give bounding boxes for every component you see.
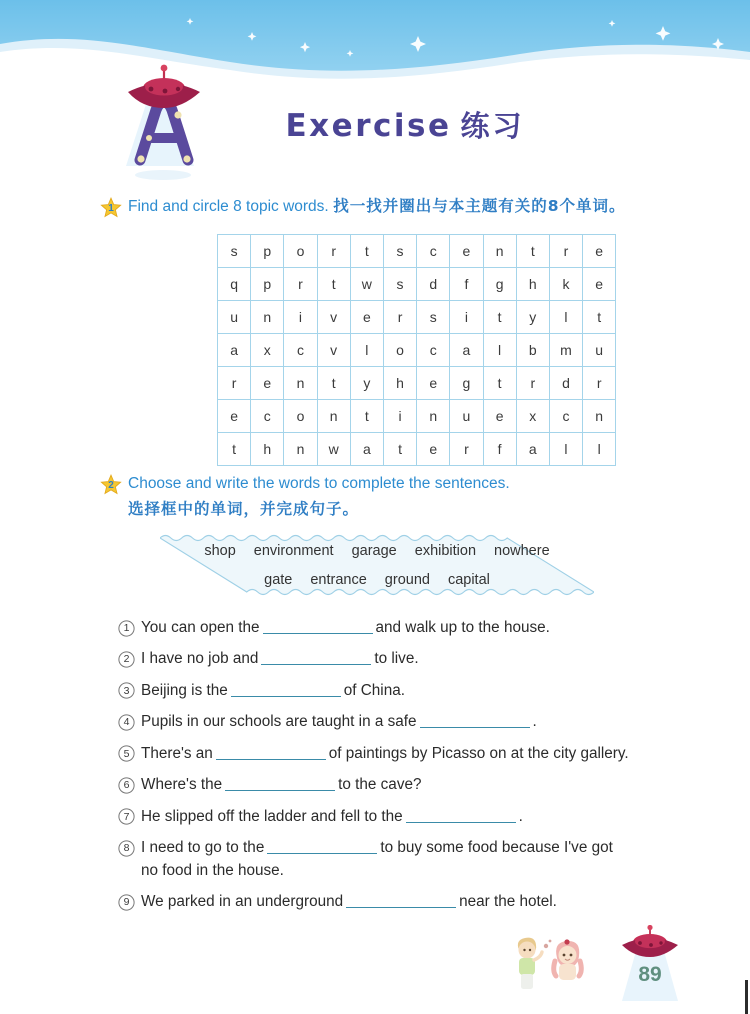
- answer-blank[interactable]: [225, 775, 335, 791]
- grid-cell[interactable]: n: [483, 235, 516, 268]
- circled-number-5: [118, 745, 138, 762]
- grid-cell[interactable]: d: [549, 367, 582, 400]
- grid-cell[interactable]: q: [218, 268, 251, 301]
- boy-character-icon: [518, 938, 552, 989]
- circled-number-8: [118, 840, 138, 857]
- page-number: 89: [638, 963, 662, 986]
- grid-cell[interactable]: a: [218, 334, 251, 367]
- grid-cell[interactable]: e: [583, 268, 616, 301]
- grid-cell[interactable]: l: [483, 334, 516, 367]
- grid-cell[interactable]: y: [350, 367, 383, 400]
- grid-cell[interactable]: n: [284, 367, 317, 400]
- sentence-text-before: There's an: [141, 744, 213, 762]
- table-row: [218, 268, 616, 301]
- answer-blank[interactable]: [261, 649, 371, 665]
- sentence-3: [118, 680, 678, 703]
- grid-cell[interactable]: n: [284, 433, 317, 466]
- word-bank-word[interactable]: capital: [447, 571, 490, 588]
- sentence-text-after: of China.: [343, 681, 405, 699]
- table-row: [218, 334, 616, 367]
- grid-cell[interactable]: i: [284, 301, 317, 334]
- grid-cell[interactable]: f: [483, 433, 516, 466]
- sentence-text-before: We parked in an underground: [141, 893, 344, 911]
- sentence-text-before: I need to go to the: [141, 839, 265, 857]
- table-row: [218, 367, 616, 400]
- grid-cell[interactable]: d: [417, 268, 450, 301]
- answer-blank[interactable]: [267, 838, 377, 854]
- sentence-text-before: I have no job and: [141, 650, 259, 668]
- grid-cell[interactable]: a: [516, 433, 549, 466]
- grid-cell[interactable]: r: [218, 367, 251, 400]
- grid-cell[interactable]: u: [218, 301, 251, 334]
- word-bank-word[interactable]: shop: [204, 543, 236, 560]
- sentence-1: [118, 617, 678, 640]
- grid-cell[interactable]: e: [251, 367, 284, 400]
- sentence-text-after: to buy some food because I've got: [380, 839, 613, 857]
- word-bank-word[interactable]: nowhere: [494, 543, 550, 560]
- word-bank-word[interactable]: ground: [384, 571, 430, 588]
- circled-number-3: [118, 682, 138, 699]
- grid-cell[interactable]: w: [317, 433, 350, 466]
- grid-cell[interactable]: o: [383, 334, 416, 367]
- table-row: [218, 400, 616, 433]
- word-bank-word[interactable]: entrance: [310, 571, 367, 588]
- sentence-4: [118, 711, 678, 734]
- word-bank-row-1: [195, 537, 558, 565]
- scan-edge-artifact: [745, 980, 748, 1014]
- grid-cell[interactable]: w: [350, 268, 383, 301]
- answer-blank[interactable]: [216, 744, 326, 760]
- grid-cell[interactable]: g: [483, 268, 516, 301]
- grid-cell[interactable]: h: [251, 433, 284, 466]
- grid-cell[interactable]: h: [383, 367, 416, 400]
- table-row: [218, 301, 616, 334]
- sentence-6: [118, 774, 678, 797]
- page-title: [0, 104, 750, 145]
- grid-cell[interactable]: c: [417, 235, 450, 268]
- grid-cell[interactable]: k: [549, 268, 582, 301]
- grid-cell[interactable]: c: [251, 400, 284, 433]
- grid-cell[interactable]: o: [284, 400, 317, 433]
- sentence-text-before: Pupils in our schools are taught in a safe: [141, 713, 417, 731]
- answer-blank[interactable]: [346, 892, 456, 908]
- answer-blank[interactable]: [420, 712, 530, 728]
- fill-in-blank-sentences: [118, 617, 678, 923]
- title-english: Exercise: [285, 108, 452, 144]
- grid-cell[interactable]: e: [483, 400, 516, 433]
- word-bank-word[interactable]: gate: [264, 571, 293, 588]
- grid-cell[interactable]: o: [284, 235, 317, 268]
- grid-cell[interactable]: r: [516, 367, 549, 400]
- sentence-text-after: near the hotel.: [459, 893, 557, 911]
- instruction-1-english: Find and circle 8 topic words.: [128, 198, 329, 215]
- circled-number-2: [118, 651, 138, 668]
- sentence-text-after: .: [532, 713, 537, 731]
- sentence-text-before: He slipped off the ladder and fell to the: [141, 807, 403, 825]
- sentence-number: 3: [123, 684, 130, 697]
- grid-cell[interactable]: v: [317, 301, 350, 334]
- sentence-text-after: to live.: [374, 650, 419, 668]
- star-number-2: 2: [108, 480, 114, 491]
- sentence-text-before: Beijing is the: [141, 681, 228, 699]
- sentence-text-after: and walk up to the house.: [375, 619, 550, 636]
- instruction-1: [100, 196, 625, 219]
- sentence-text-after: to the cave?: [338, 776, 422, 794]
- sentence-number: 6: [123, 779, 130, 792]
- instruction-2-chinese: 选择框中的单词，并完成句子。: [128, 499, 360, 518]
- circled-number-9: [118, 894, 138, 911]
- instruction-2: [100, 473, 510, 520]
- sentence-text-before: Where's the: [141, 776, 223, 794]
- sentence-7: [118, 806, 678, 829]
- sentence-number: 9: [123, 896, 130, 909]
- grid-cell[interactable]: x: [516, 400, 549, 433]
- grid-cell[interactable]: t: [350, 400, 383, 433]
- star-number-1: 1: [108, 203, 114, 214]
- grid-cell[interactable]: a: [450, 334, 483, 367]
- answer-blank[interactable]: [263, 618, 373, 634]
- grid-cell[interactable]: c: [417, 334, 450, 367]
- instruction-2-english: Choose and write the words to complete the sentences.: [128, 475, 510, 492]
- sentence-number: 8: [123, 842, 130, 855]
- grid-cell[interactable]: y: [516, 301, 549, 334]
- grid-cell[interactable]: s: [417, 301, 450, 334]
- sentence-number: 1: [123, 622, 130, 634]
- grid-cell[interactable]: s: [218, 235, 251, 268]
- sentence-number: 7: [123, 810, 130, 823]
- sentence-number: 2: [123, 653, 130, 666]
- grid-cell[interactable]: r: [284, 268, 317, 301]
- grid-cell[interactable]: r: [383, 301, 416, 334]
- sentence-number: 4: [123, 716, 130, 729]
- grid-cell[interactable]: p: [251, 235, 284, 268]
- grid-cell[interactable]: r: [450, 433, 483, 466]
- footer-characters: [505, 928, 615, 998]
- sentence-text-after: of paintings by Picasso on at the city gallery.: [328, 744, 629, 762]
- grid-cell[interactable]: n: [583, 400, 616, 433]
- circled-number-4: [118, 714, 138, 731]
- title-chinese: 练习: [460, 109, 525, 143]
- grid-cell[interactable]: p: [251, 268, 284, 301]
- grid-cell[interactable]: s: [383, 235, 416, 268]
- word-search-grid[interactable]: [217, 234, 616, 466]
- answer-blank[interactable]: [406, 807, 516, 823]
- table-row: [218, 235, 616, 268]
- grid-cell[interactable]: e: [417, 367, 450, 400]
- grid-cell[interactable]: t: [317, 268, 350, 301]
- grid-cell[interactable]: t: [317, 367, 350, 400]
- grid-cell[interactable]: r: [583, 367, 616, 400]
- page-number-badge: [610, 925, 690, 1005]
- sentence-continuation: no food in the house.: [141, 862, 284, 879]
- grid-cell[interactable]: c: [284, 334, 317, 367]
- word-bank-row-2: [255, 566, 499, 594]
- instruction-1-chinese: 找一找并圈出与本主题有关的8个单词。: [333, 197, 626, 215]
- sentence-text-after: .: [518, 807, 523, 825]
- grid-cell[interactable]: t: [583, 301, 616, 334]
- grid-cell[interactable]: e: [583, 235, 616, 268]
- grid-cell[interactable]: t: [516, 235, 549, 268]
- girl-character-icon: [554, 939, 582, 980]
- sentence-8: [118, 837, 678, 883]
- word-search-body: [218, 235, 616, 466]
- grid-cell[interactable]: e: [218, 400, 251, 433]
- grid-cell[interactable]: n: [251, 301, 284, 334]
- grid-cell[interactable]: e: [417, 433, 450, 466]
- word-bank-word[interactable]: exhibition: [414, 543, 477, 560]
- circled-number-1: [118, 620, 138, 637]
- grid-cell[interactable]: t: [383, 433, 416, 466]
- grid-cell[interactable]: t: [483, 367, 516, 400]
- grid-cell[interactable]: n: [317, 400, 350, 433]
- grid-cell[interactable]: i: [450, 301, 483, 334]
- star-bullet-icon-2: [100, 474, 122, 496]
- grid-cell[interactable]: n: [417, 400, 450, 433]
- answer-blank[interactable]: [231, 681, 341, 697]
- word-bank-word[interactable]: environment: [253, 543, 334, 560]
- word-bank-box: [160, 533, 594, 597]
- circled-number-6: [118, 777, 138, 794]
- grid-cell[interactable]: l: [549, 301, 582, 334]
- grid-cell[interactable]: h: [516, 268, 549, 301]
- grid-cell[interactable]: e: [350, 301, 383, 334]
- ufo-icon: [128, 65, 200, 108]
- grid-cell[interactable]: r: [549, 235, 582, 268]
- grid-cell[interactable]: u: [583, 334, 616, 367]
- sentence-text-before: You can open the: [141, 619, 260, 636]
- grid-cell[interactable]: b: [516, 334, 549, 367]
- star-bullet-icon-1: [100, 197, 122, 219]
- grid-cell[interactable]: e: [450, 235, 483, 268]
- word-bank-word[interactable]: garage: [351, 543, 397, 560]
- grid-cell[interactable]: c: [549, 400, 582, 433]
- grid-cell[interactable]: a: [350, 433, 383, 466]
- table-row: [218, 433, 616, 466]
- grid-cell[interactable]: l: [350, 334, 383, 367]
- grid-cell[interactable]: r: [317, 235, 350, 268]
- grid-cell[interactable]: t: [350, 235, 383, 268]
- circled-number-7: [118, 808, 138, 825]
- grid-cell[interactable]: s: [383, 268, 416, 301]
- grid-cell[interactable]: u: [450, 400, 483, 433]
- grid-cell[interactable]: m: [549, 334, 582, 367]
- sentence-9: [118, 891, 678, 914]
- grid-cell[interactable]: t: [218, 433, 251, 466]
- grid-cell[interactable]: l: [583, 433, 616, 466]
- ufo-small-icon: [622, 925, 678, 957]
- sentence-5: [118, 743, 678, 766]
- grid-cell[interactable]: i: [383, 400, 416, 433]
- sentence-number: 5: [123, 747, 130, 760]
- grid-cell[interactable]: v: [317, 334, 350, 367]
- sentence-2: [118, 648, 678, 671]
- grid-cell[interactable]: l: [549, 433, 582, 466]
- grid-cell[interactable]: g: [450, 367, 483, 400]
- grid-cell[interactable]: t: [483, 301, 516, 334]
- grid-cell[interactable]: f: [450, 268, 483, 301]
- grid-cell[interactable]: x: [251, 334, 284, 367]
